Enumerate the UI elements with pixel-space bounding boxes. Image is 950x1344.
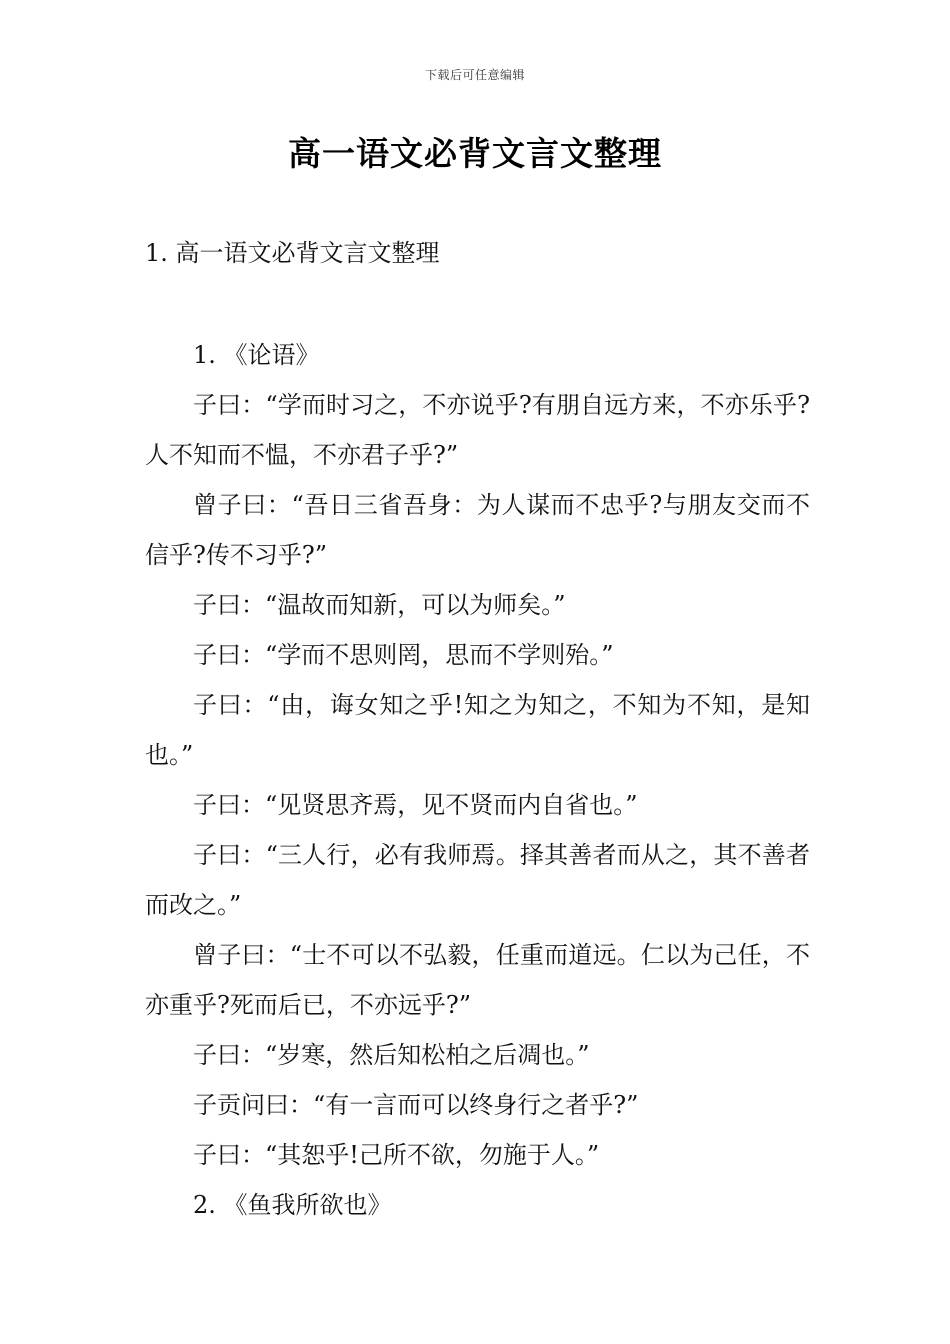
body-paragraph: 曾子曰：“士不可以不弘毅，任重而道远。仁以为己任，不亦重乎?死而后已，不亦远乎?” [145, 941, 810, 1019]
document-body [145, 330, 810, 1230]
subsection-heading-yuwosuoyuye: 2. 《鱼我所欲也》 [193, 1191, 392, 1219]
body-paragraph: 子曰：“岁寒，然后知松柏之后凋也。” [193, 1041, 590, 1069]
body-paragraph: 子曰：“温故而知新，可以为师矣。” [193, 591, 566, 619]
document-title: 高一语文必背文言文整理 [288, 134, 662, 173]
body-paragraph: 子曰：“学而时习之，不亦说乎?有朋自远方来，不亦乐乎?人不知而不愠，不亦君子乎?” [145, 391, 810, 469]
body-paragraph: 子曰：“学而不思则罔，思而不学则殆。” [193, 641, 614, 669]
body-paragraph: 子曰：“其恕乎!己所不欲，勿施于人。” [193, 1141, 600, 1169]
body-paragraph: 子曰：“见贤思齐焉，见不贤而内自省也。” [193, 791, 638, 819]
body-paragraph: 子贡问曰：“有一言而可以终身行之者乎?” [193, 1091, 639, 1119]
body-paragraph: 子曰：“由，诲女知之乎!知之为知之，不知为不知，是知也。” [145, 691, 810, 769]
body-paragraph: 曾子曰：“吾日三省吾身：为人谋而不忠乎?与朋友交而不信乎?传不习乎?” [145, 491, 810, 569]
body-paragraph: 子曰：“三人行，必有我师焉。择其善者而从之，其不善者而改之。” [145, 841, 810, 919]
subsection-heading-lunyu: 1. 《论语》 [193, 341, 320, 369]
header-note: 下载后可任意编辑 [424, 68, 525, 82]
section-heading: 1. 高一语文必背文言文整理 [145, 239, 440, 267]
